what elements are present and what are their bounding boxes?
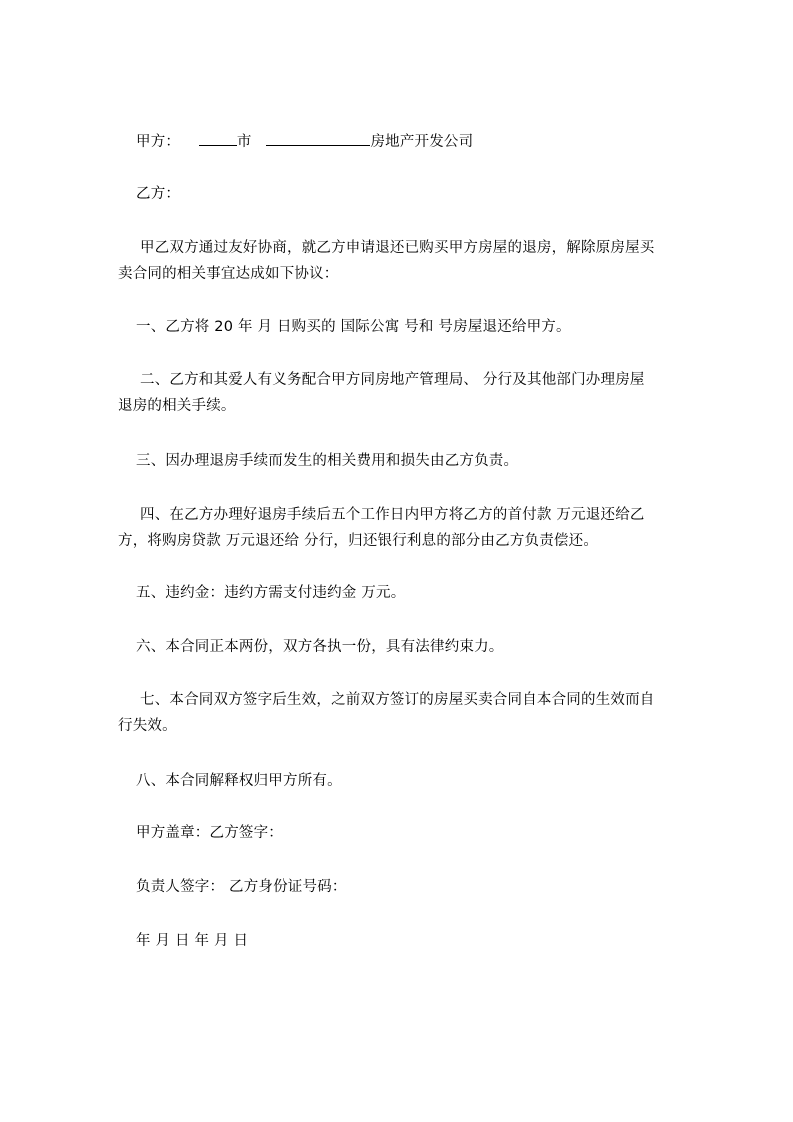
party-a-line [136, 131, 473, 152]
city-blank [199, 131, 237, 146]
clause-7-line-1: 七、本合同双方签字后生效，之前双方签订的房屋买卖合同自本合同的生效而自 [140, 692, 655, 708]
signature-row-1: 甲方盖章：乙方签字： [136, 825, 283, 841]
preamble-line-2: 卖合同的相关事宜达成如下协议： [118, 266, 339, 282]
company-blank [266, 131, 370, 146]
signature-row-2: 负责人签字： 乙方身份证号码： [136, 879, 347, 895]
preamble-line-1: 甲乙双方通过友好协商，就乙方申请退还已购买甲方房屋的退房，解除原房屋买 [140, 240, 655, 256]
party-a-label: 甲方： [136, 134, 181, 150]
clause-2-line-2: 退房的相关手续。 [118, 398, 236, 414]
clause-6: 六、本合同正本两份，双方各执一份，具有法律约束力。 [136, 639, 504, 655]
signature-row-3: 年 月 日 年 月 日 [136, 933, 249, 949]
clause-2-line-1: 二、乙方和其爱人有义务配合甲方同房地产管理局、 分行及其他部门办理房屋 [140, 372, 645, 388]
company-suffix: 房地产开发公司 [370, 134, 474, 150]
clause-4-line-2: 方，将购房贷款 万元退还给 分行，归还银行利息的部分由乙方负责偿还。 [118, 533, 599, 549]
clause-5: 五、违约金：违约方需支付违约金 万元。 [136, 585, 406, 601]
clause-3: 三、因办理退房手续而发生的相关费用和损失由乙方负责。 [136, 453, 519, 469]
city-suffix: 市 [236, 134, 252, 150]
party-b-line: 乙方： [136, 186, 181, 202]
clause-8: 八、本合同解释权归甲方所有。 [136, 773, 342, 789]
clause-1: 一、乙方将 20 年 月 日购买的 国际公寓 号和 号房屋退还给甲方。 [136, 319, 571, 335]
clause-7-line-2: 行失效。 [118, 718, 177, 734]
clause-4-line-1: 四、在乙方办理好退房手续后五个工作日内甲方将乙方的首付款 万元退还给乙 [140, 507, 645, 523]
